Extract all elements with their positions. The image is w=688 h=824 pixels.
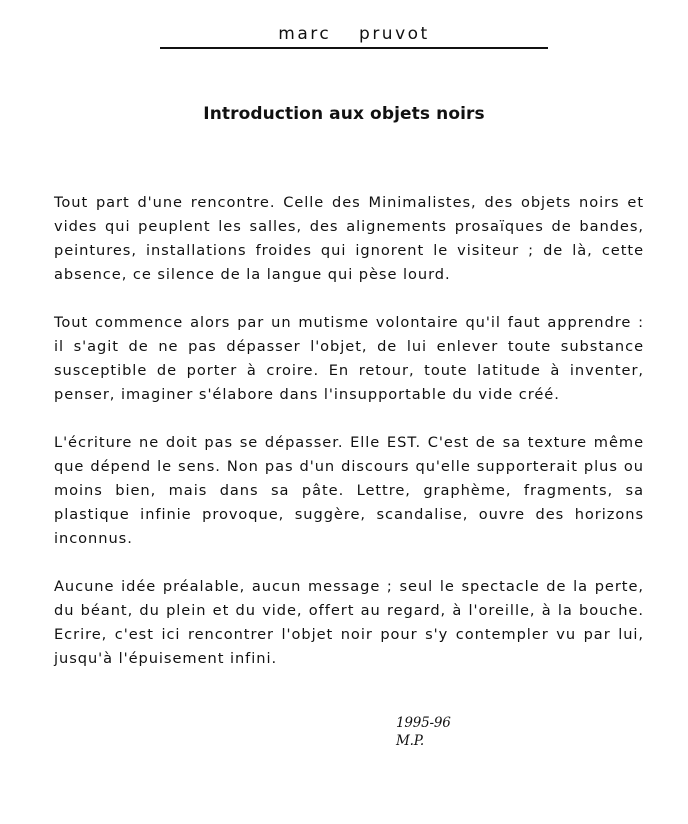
signature-block xyxy=(396,714,451,750)
paragraph-1: Tout part d'une rencontre. Celle des Minimalistes, des objets noirs et vides qui peuplent les salles, des alignements prosaïques de bandes, peintures, installations froides qui ignorent le visiteur ; de là, cette absence, ce silence de la langue qui pèse lourd. xyxy=(54,194,644,283)
paragraph-3: L'écriture ne doit pas se dépasser. Elle EST. C'est de sa texture même que dépend le sens. Non pas d'un discours qu'elle supporterait plus ou moins bien, mais dans sa pâte. Lettre, graphème, fragments, sa plastique infinie provoque, suggère, scandalise, ouvre des horizons inconnus. xyxy=(54,434,644,547)
header-divider xyxy=(160,47,548,49)
author-name: marc pruvot xyxy=(278,24,430,44)
body-text xyxy=(54,191,644,695)
document-title: Introduction aux objets noirs xyxy=(203,104,485,124)
signature-initials: M.P. xyxy=(396,733,424,749)
paragraph-4: Aucune idée préalable, aucun message ; seul le spectacle de la perte, du béant, du plein et du vide, offert au regard, à l'oreille, à la bouche. Ecrire, c'est ici rencontrer l'objet noir pour s'y contempler vu par lui, jusqu'à l'épuisement infini. xyxy=(54,578,644,667)
paragraph-2: Tout commence alors par un mutisme volontaire qu'il faut apprendre : il s'agit de ne pas dépasser l'objet, de lui enlever toute substance susceptible de porter à croire. En retour, toute latitude à inventer, penser, imaginer s'élabore dans l'insupportable du vide créé. xyxy=(54,314,644,403)
signature-date: 1995-96 xyxy=(396,715,451,731)
